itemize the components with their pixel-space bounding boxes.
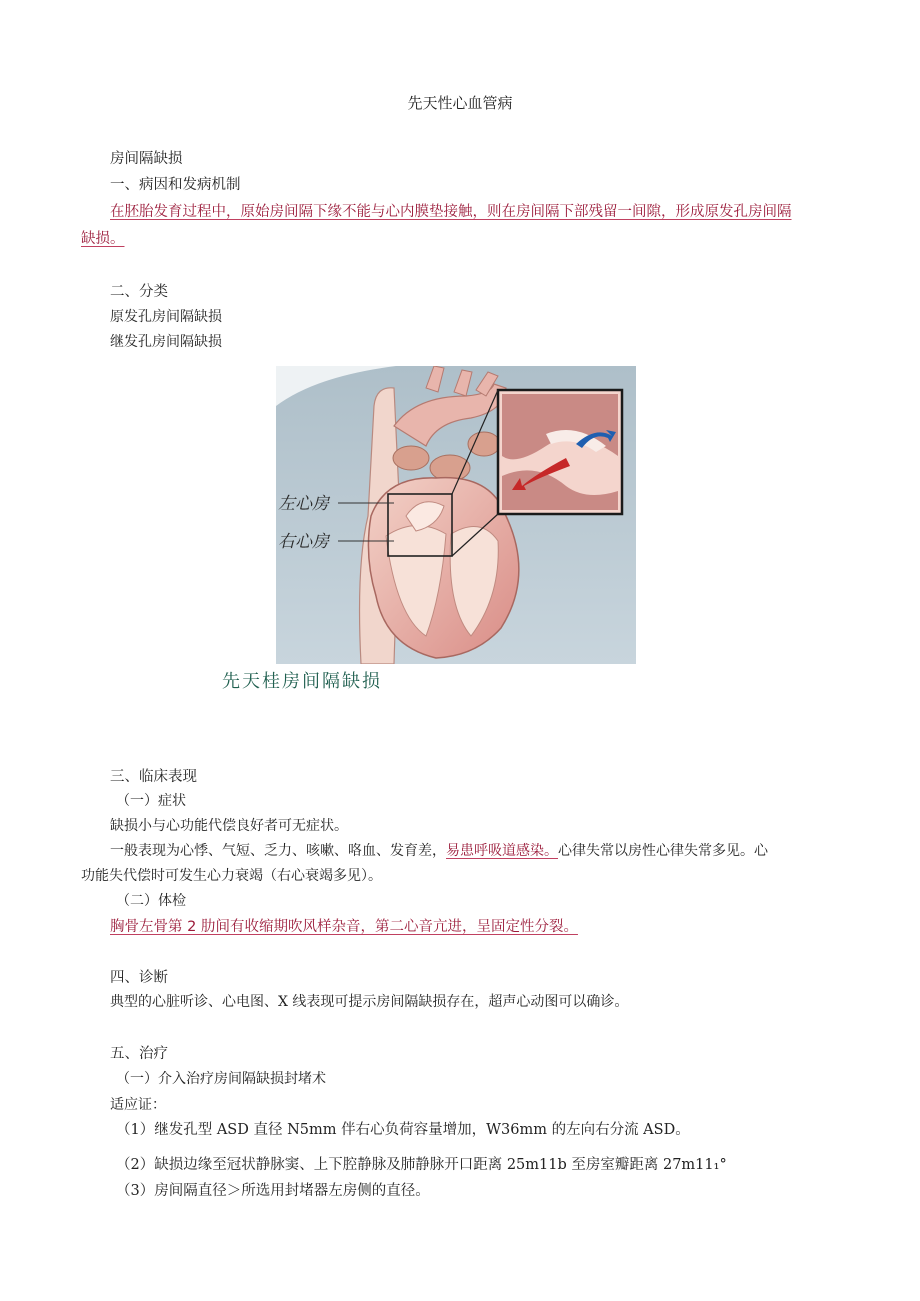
symptoms-subheading: （一）症状 [116,793,186,809]
figure-caption: 先天桂房间隔缺损 [222,671,382,692]
symptoms-paragraph: 缺损小与心功能代偿良好者可无症状。 [110,818,348,834]
indication-item: （1）继发孔型 ASD 直径 N5mm 伴右心负荷容量增加，W36mm 的左向右分流 ASD。 [116,1122,690,1138]
exam-findings: 胸骨左骨第 2 肋间有收缩期吹风样杂音，第二心音亢进，呈固定性分裂。 [110,919,578,935]
document-title: 先天性心血管病 [407,94,513,112]
section1-heading: 一、病因和发病机制 [110,177,241,193]
highlighted-risk-text: 易患呼吸道感染。 [446,843,558,859]
section1-paragraph-line2: 缺损。 [81,231,125,247]
symptoms-paragraph-line1 [110,840,768,860]
indications-label: 适应证： [110,1097,166,1113]
section4-heading: 四、诊断 [110,970,168,986]
section5-heading: 五、治疗 [110,1046,168,1062]
classification-item: 继发孔房间隔缺损 [110,334,222,350]
indication-item: （2）缺损边缘至冠状静脉窦、上下腔静脉及肺静脉开口距离 25m11b 至房室瓣距离 27m11₁° [116,1157,727,1173]
topic-heading: 房间隔缺损 [110,151,183,167]
left-atrium-label: 左心房 [278,494,329,514]
symptoms-paragraph-line2: 功能失代偿时可发生心力衰竭（右心衰竭多见）。 [81,868,382,884]
indication-item: （3）房间隔直径＞所选用封堵器左房侧的直径。 [116,1183,430,1199]
symptoms-text: 心律失常以房性心律失常多见。心 [558,843,768,859]
heart-diagram [276,366,636,664]
section3-heading: 三、临床表现 [110,769,197,785]
symptoms-text: 一般表现为心悸、气短、乏力、咳嗽、咯血、发育差， [110,843,446,859]
section2-heading: 二、分类 [110,284,168,300]
vessel-cross-section [468,432,500,456]
vessel-cross-section [393,446,429,470]
right-atrium-label: 右心房 [278,532,329,552]
classification-item: 原发孔房间隔缺损 [110,309,222,325]
diagnosis-paragraph: 典型的心脏听诊、心电图、X 线表现可提示房间隔缺损存在，超声心动图可以确诊。 [110,994,629,1010]
treatment-subheading: （一）介入治疗房间隔缺损封堵术 [116,1071,326,1087]
exam-subheading: （二）体检 [116,893,186,909]
section1-paragraph-line1: 在胚胎发育过程中，原始房间隔下缘不能与心内膜垫接触，则在房间隔下部残留一间隙，形成原发孔房间隔 [110,204,792,220]
